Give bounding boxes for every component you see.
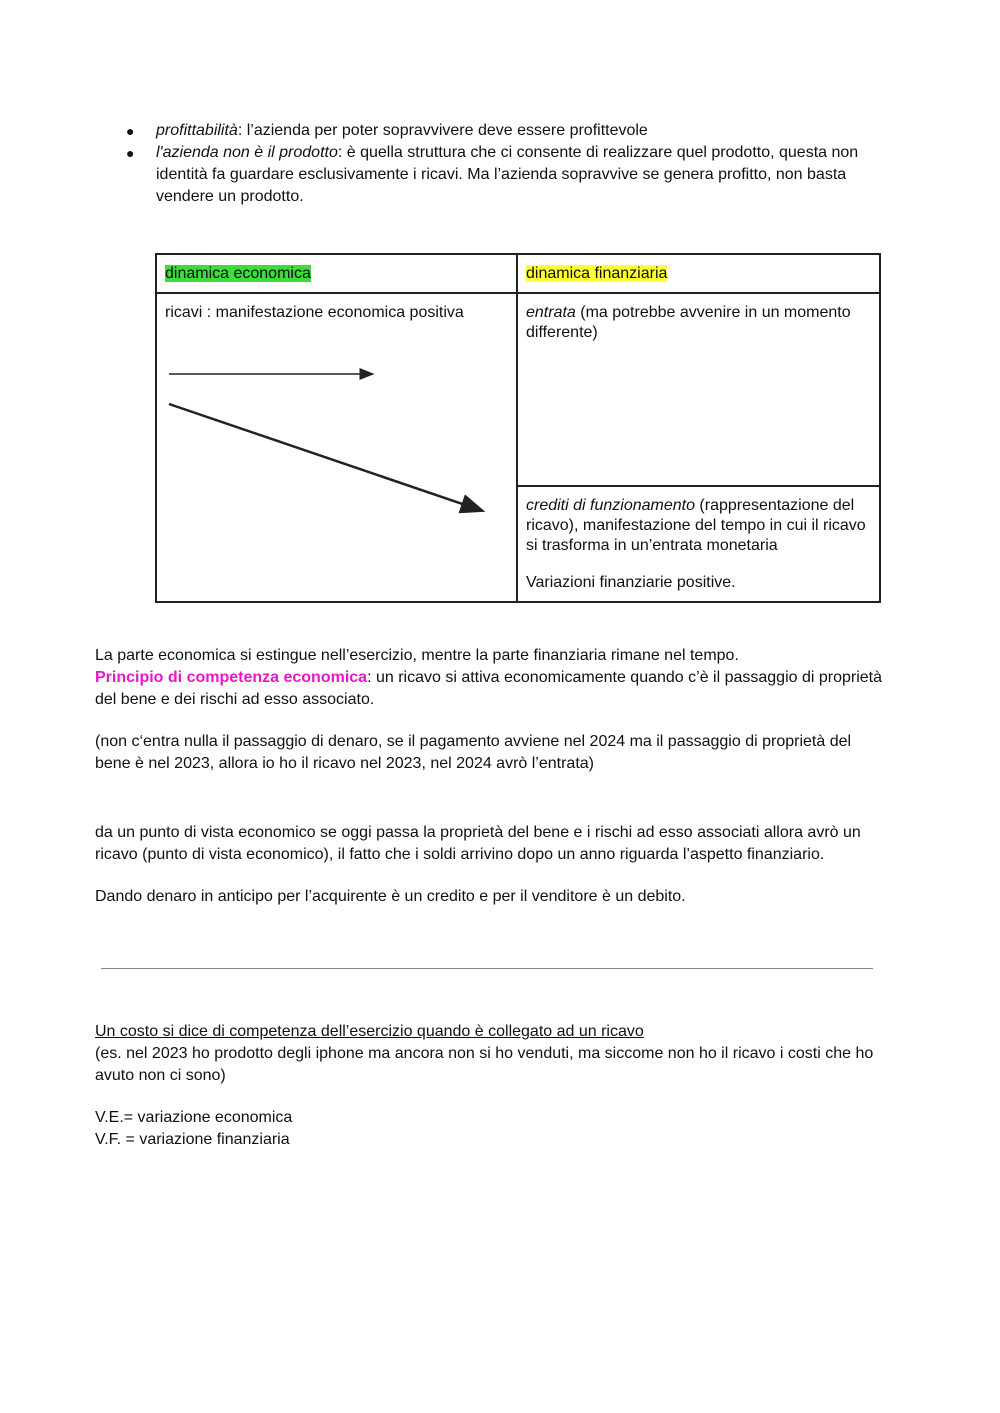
bullet-term: l'azienda non è il prodotto	[156, 144, 338, 161]
vf-definition: V.F. = variazione finanziaria	[95, 1131, 290, 1148]
diagonal-arrow	[169, 404, 483, 511]
ve-definition: V.E.= variazione economica	[95, 1109, 293, 1126]
header-economic-label: dinamica economica	[165, 265, 311, 282]
cost-section	[95, 1021, 885, 1151]
bullet-text: : è quella struttura che ci consente di realizzare quel prodotto, questa non identità fa guardare esclusivamente i ricavi. Ma l’azienda sopravvive se genera profitto, non basta vendere un prodotto.	[156, 144, 859, 205]
paragraph-economic	[95, 645, 885, 775]
principle-paragraph	[95, 667, 885, 711]
entrata-text: (ma potrebbe avvenire in un momento differente)	[526, 304, 851, 341]
revenue-text: ricavi : manifestazione economica positiva	[165, 304, 464, 321]
cost-example: (es. nel 2023 ho prodotto degli iphone ma ancora non si ho venduti, ma siccome non ho il ricavo i costi che ho avuto non ci sono)	[95, 1045, 874, 1084]
bullet-dot-icon: ●	[126, 123, 135, 139]
principle-text: : un ricavo si attiva economicamente quando c’è il passaggio di proprietà del bene e dei rischi ad esso associato.	[95, 669, 883, 708]
paragraph-text: Dando denaro in anticipo per l’acquirente è un credito e per il venditore è un debito.	[95, 888, 686, 905]
table-header-economic	[156, 254, 517, 293]
bullet-text: : l’azienda per poter sopravvivere deve essere profittevole	[237, 122, 648, 139]
bullet-list	[120, 120, 880, 208]
crediti-text: (rappresentazione del ricavo), manifestazione del tempo in cui il ricavo si trasforma in un’entrata monetaria	[526, 497, 866, 554]
principle-label: Principio di competenza economica	[95, 669, 368, 686]
bullet-item	[120, 120, 880, 142]
bullet-item	[120, 142, 880, 208]
crediti-term: crediti di funzionamento	[526, 497, 695, 514]
bullet-term: profittabilità	[156, 122, 238, 139]
paragraph-text: La parte economica si estingue nell’esercizio, mentre la parte finanziaria rimane nel tempo.	[95, 647, 739, 664]
table-cell-entrata	[517, 293, 880, 486]
paragraph-text: da un punto di vista economico se oggi passa la proprietà del bene e i rischi ad esso associati allora avrò un ricavo (punto di vista economico), il fatto che i soldi arrivino dopo un anno riguarda l’aspetto finanziario.	[95, 824, 861, 863]
header-financial-label: dinamica finanziaria	[526, 265, 668, 282]
paragraph-text: (non c‘entra nulla il passaggio di denaro, se il pagamento avviene nel 2024 ma il passaggio di proprietà del bene è nel 2023, allora io ho il ricavo nel 2023, nel 2024 avrò l’entrata)	[95, 733, 852, 772]
entrata-term: entrata	[526, 304, 576, 321]
cost-title: Un costo si dice di competenza dell’esercizio quando è collegato ad un ricavo	[95, 1023, 644, 1040]
table-header-financial	[517, 254, 880, 293]
table-cell-crediti	[517, 486, 880, 602]
bullet-dot-icon: ●	[126, 145, 135, 161]
crediti-note: Variazioni finanziarie positive.	[526, 574, 736, 591]
table-cell-revenue	[156, 293, 517, 602]
divider	[101, 968, 873, 969]
dynamics-table	[155, 253, 881, 603]
paragraph-block	[95, 822, 885, 908]
arrows-diagram	[157, 294, 518, 600]
